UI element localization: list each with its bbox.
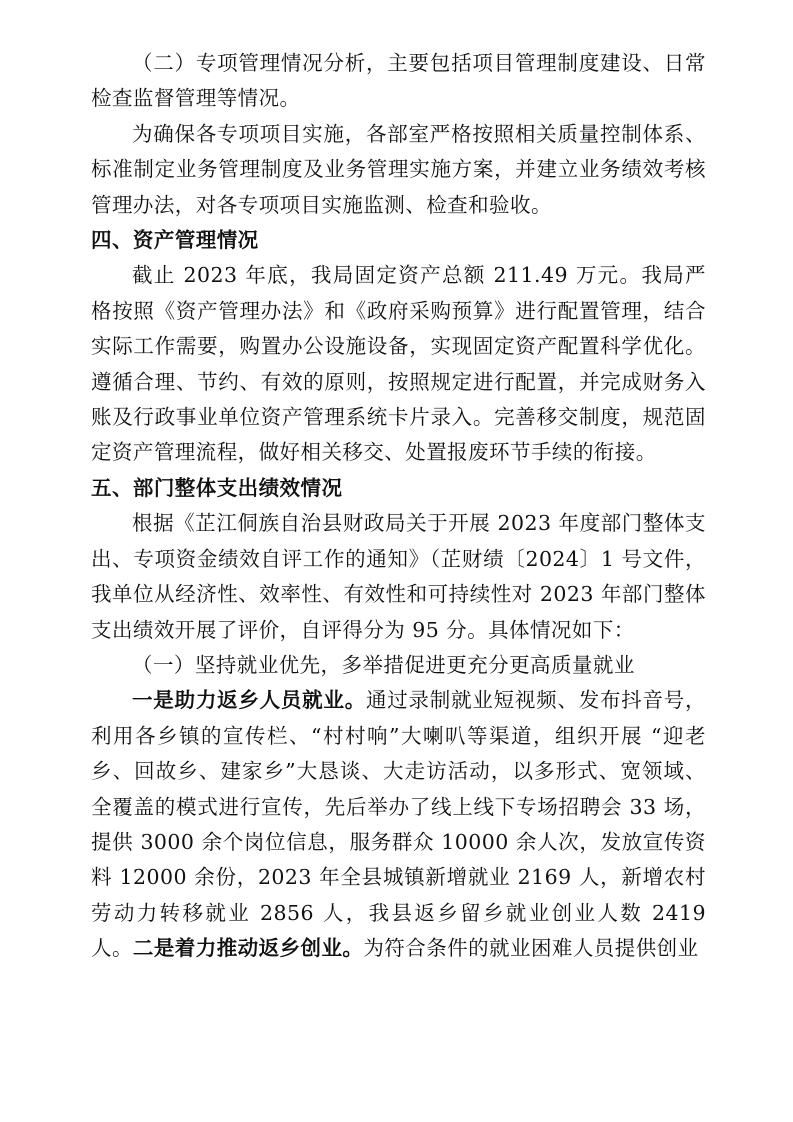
point-one-lead: 一是助力返乡人员就业。 (132, 688, 366, 713)
section-two-subtitle: （二）专项管理情况分析，主要包括项目管理制度建设、日常检查监督管理等情况。 (91, 51, 706, 111)
point-one-body: 通过录制就业短视频、发布抖音号，利用各乡镇的宣传栏、“村村响”大喇叭等渠道，组织开展 “迎老乡、回故乡、建家乡”大恳谈、大走访活动，以多形式、宽领域、全覆盖的模式进行宣传，先后举办了线上线下专场招聘会 33 场，提供 3000 余个岗位信息，服务群众 10000 余人次，发放宣传资料 12000 余份，2023 年全县城镇新增就业 2169 人，新增农村劳动力转移就业 2856 人，我县返乡留乡就业创业人数 2419 人。 (91, 688, 706, 961)
section-four-paragraph: 截止 2023 年底，我局固定资产总额 211.49 万元。我局严格按照《资产管理办法》和《政府采购预算》进行配置管理，结合实际工作需要，购置办公设施设备，实现固定资产配置科学优化。遵循合理、节约、有效的原则，按照规定进行配置，并完成财务入账及行政事业单位资产管理系统卡片录入。完善移交制度，规范固定资产管理流程，做好相关移交、处置报废环节手续的衔接。 (91, 263, 706, 465)
section-two-paragraph: 为确保各专项项目实施，各部室严格按照相关质量控制体系、标准制定业务管理制度及业务管理实施方案，并建立业务绩效考核管理办法，对各专项项目实施监测、检查和验收。 (91, 121, 706, 217)
document-page (91, 46, 706, 967)
point-two-lead: 二是着力推动返乡创业。 (132, 936, 364, 961)
section-five-paragraph: 根据《芷江侗族自治县财政局关于开展 2023 年度部门整体支出、专项资金绩效自评工作的通知》（芷财绩〔2024〕1 号文件，我单位从经济性、效率性、有效性和可持续性对 2023 年部门整体支出绩效开展了评价，自评得分为 95 分。具体情况如下： (91, 511, 706, 642)
subsection-one-title: （一）坚持就业优先，多举措促进更充分更高质量就业 (132, 652, 635, 677)
section-four-heading: 四、资产管理情况 (91, 228, 259, 253)
point-two-body: 为符合条件的就业困难人员提供创业 (363, 936, 699, 961)
section-five-heading: 五、部门整体支出绩效情况 (91, 475, 343, 500)
employment-paragraph (91, 683, 706, 966)
